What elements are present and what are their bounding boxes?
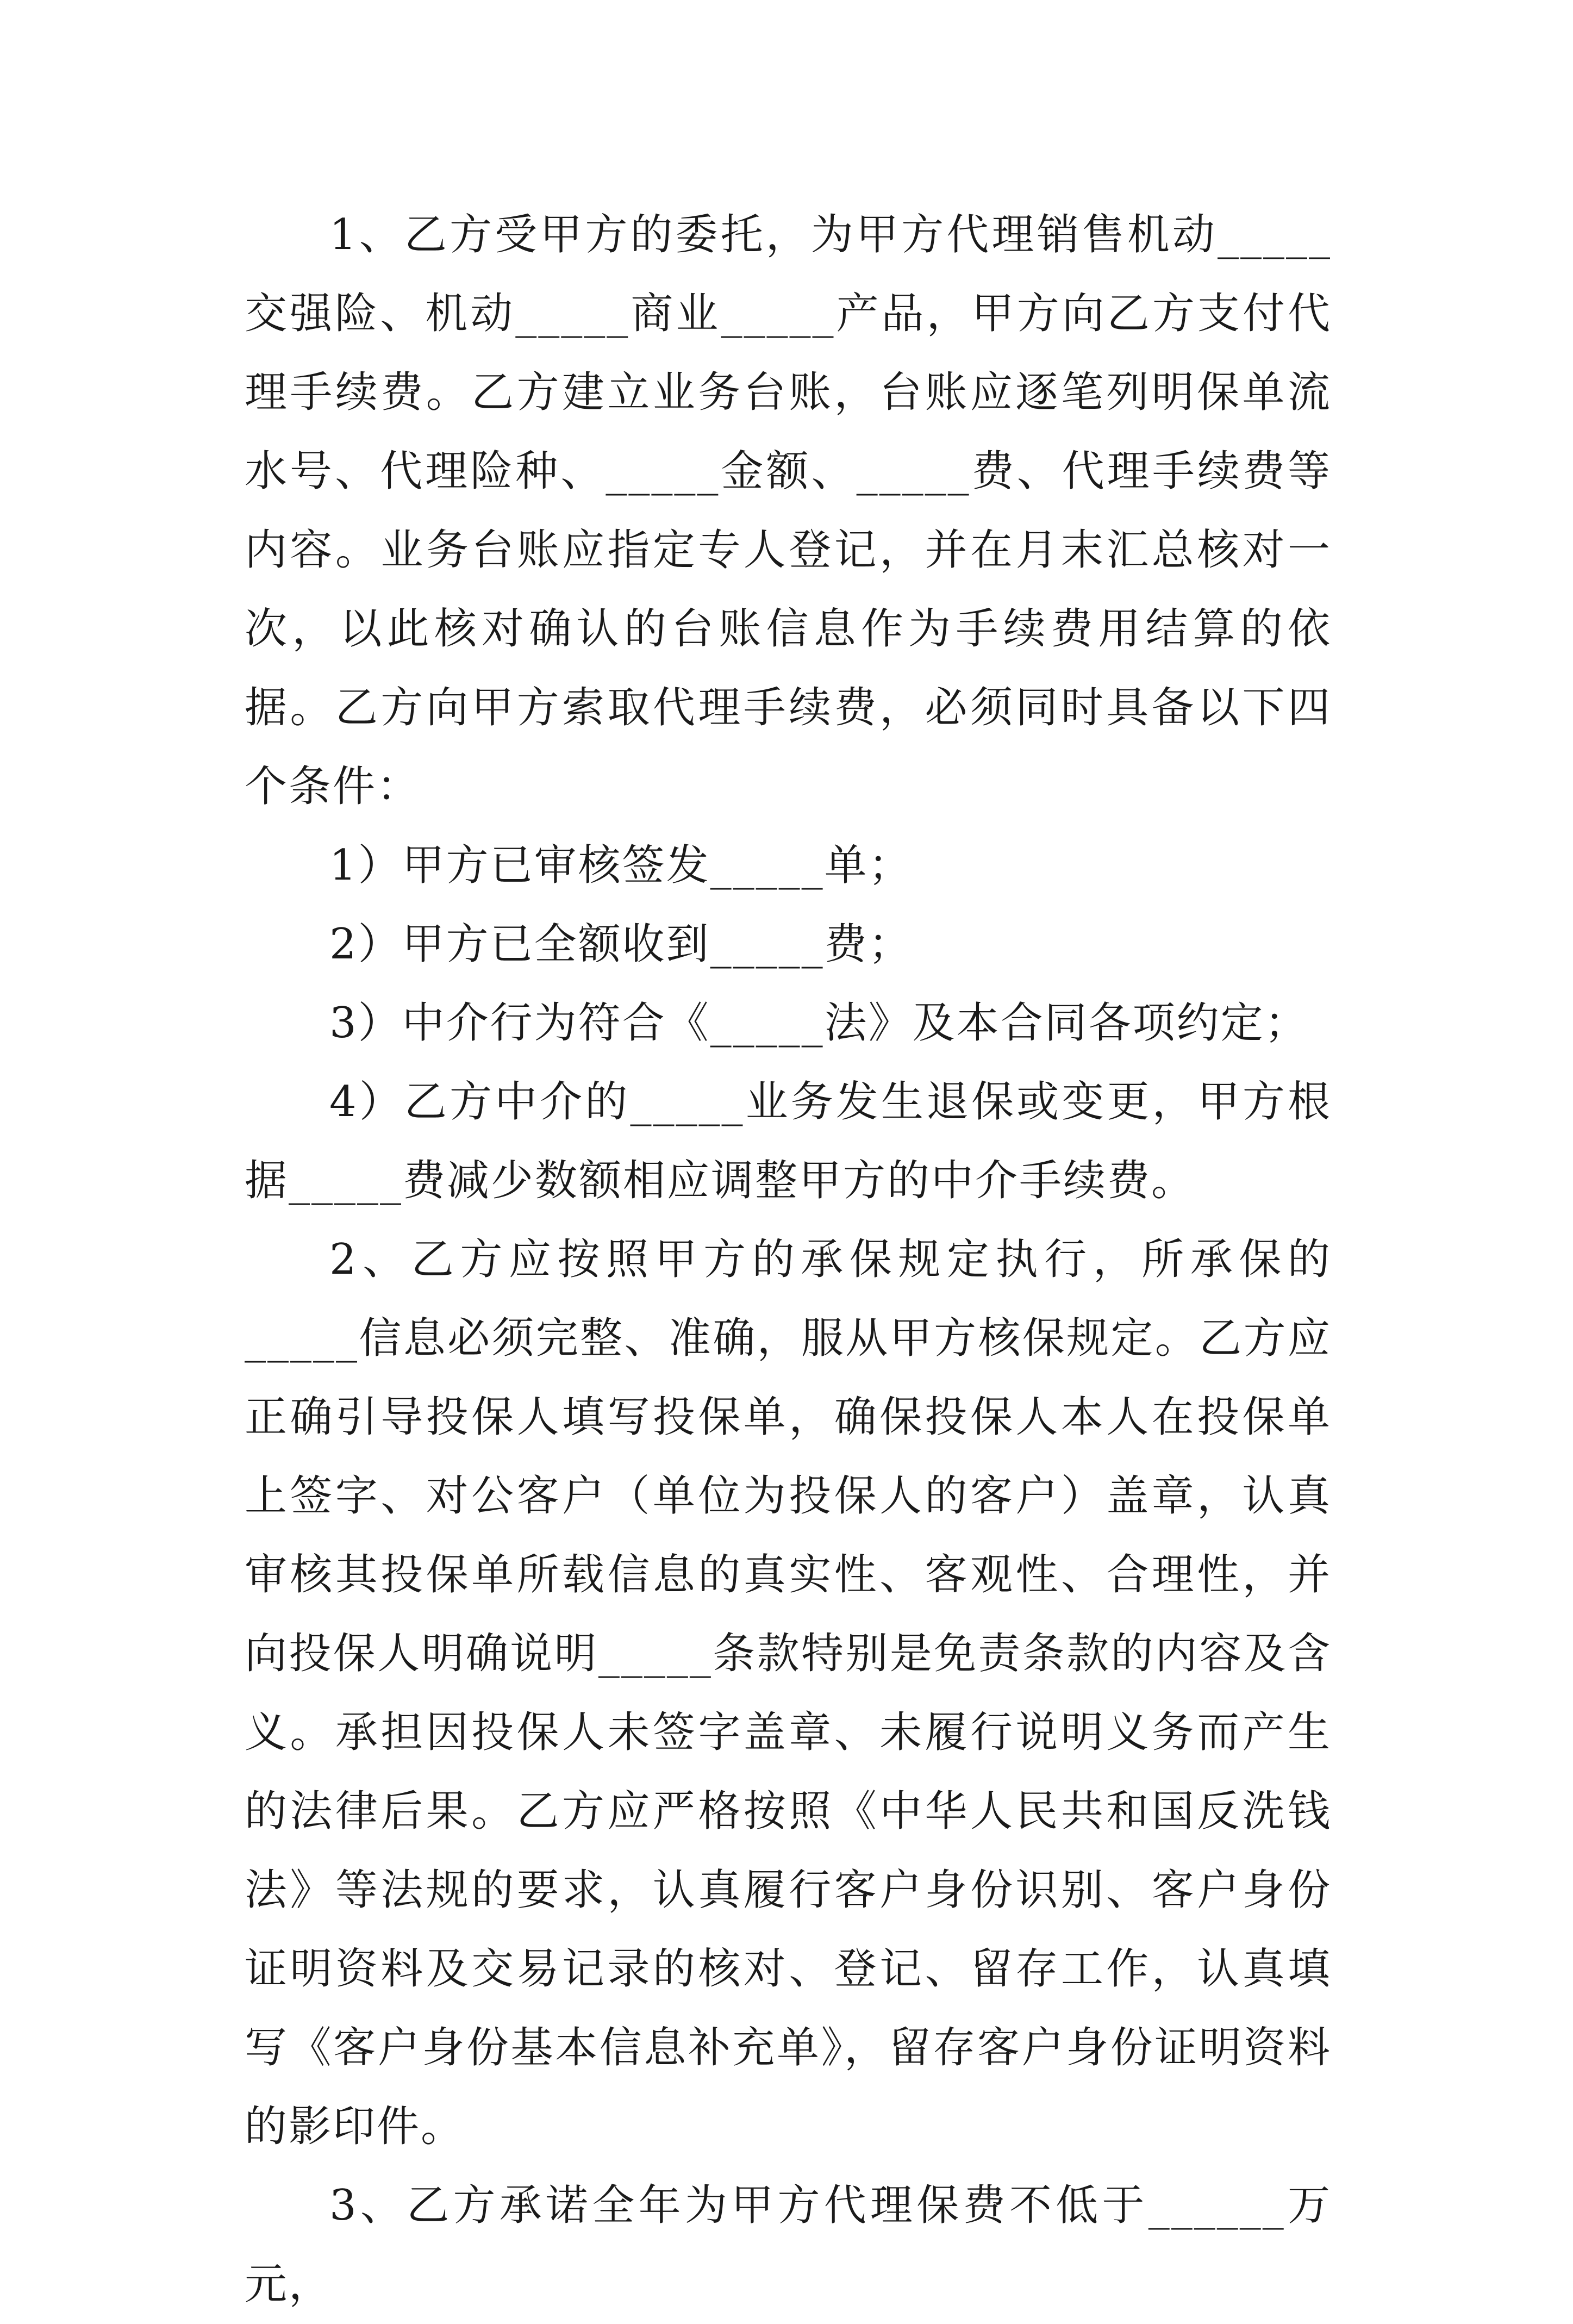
paragraph-condition-1: 1）甲方已审核签发_____单； (329, 841, 913, 890)
paragraph-clause-2: 2、乙方应按照甲方的承保规定执行，所承保的_____信息必须完整、准确，服从甲方核保规定。乙方应正确引导投保人填写投保单，确保投保人本人在投保单上签字、对公客户（单位为投保人的客户）盖章，认真审核其投保单所载信息的真实性、客观性、合理性，并向投保人明确说明_____条款特别是免责条款的内容及含义。承担因投保人未签字盖章、未履行说明义务而产生的法律后果。乙方应严格按照《中华人民共和国反洗钱法》等法规的要求，认真履行客户身份识别、客户身份证明资料及交易记录的核对、登记、留存工作，认真填写《客户身份基本信息补充单》，留存客户身份证明资料的影印件。 (245, 1235, 1332, 2151)
paragraph-condition-2: 2）甲方已全额收到_____费； (329, 920, 913, 969)
paragraph-condition-4: 4）乙方中介的_____业务发生退保或变更，甲方根据_____费减少数额相应调整甲方的中介手续费。 (245, 1077, 1332, 1205)
paragraph-condition-3: 3）中介行为符合《_____法》及本合同各项约定； (329, 999, 1309, 1048)
paragraph-clause-3: 3、乙方承诺全年为甲方代理保费不低于______万元， (245, 2181, 1332, 2309)
paragraph-clause-1: 1、乙方受甲方的委托，为甲方代理销售机动_____交强险、机动_____商业_____产品，甲方向乙方支付代理手续费。乙方建立业务台账，台账应逐笔列明保单流水号、代理险种、_____金额、_____费、代理手续费等内容。业务台账应指定专人登记，并在月末汇总核对一次，以此核对确认的台账信息作为手续费用结算的依据。乙方向甲方索取代理手续费，必须同时具备以下四个条件： (245, 210, 1332, 811)
document-body (245, 196, 1332, 2324)
